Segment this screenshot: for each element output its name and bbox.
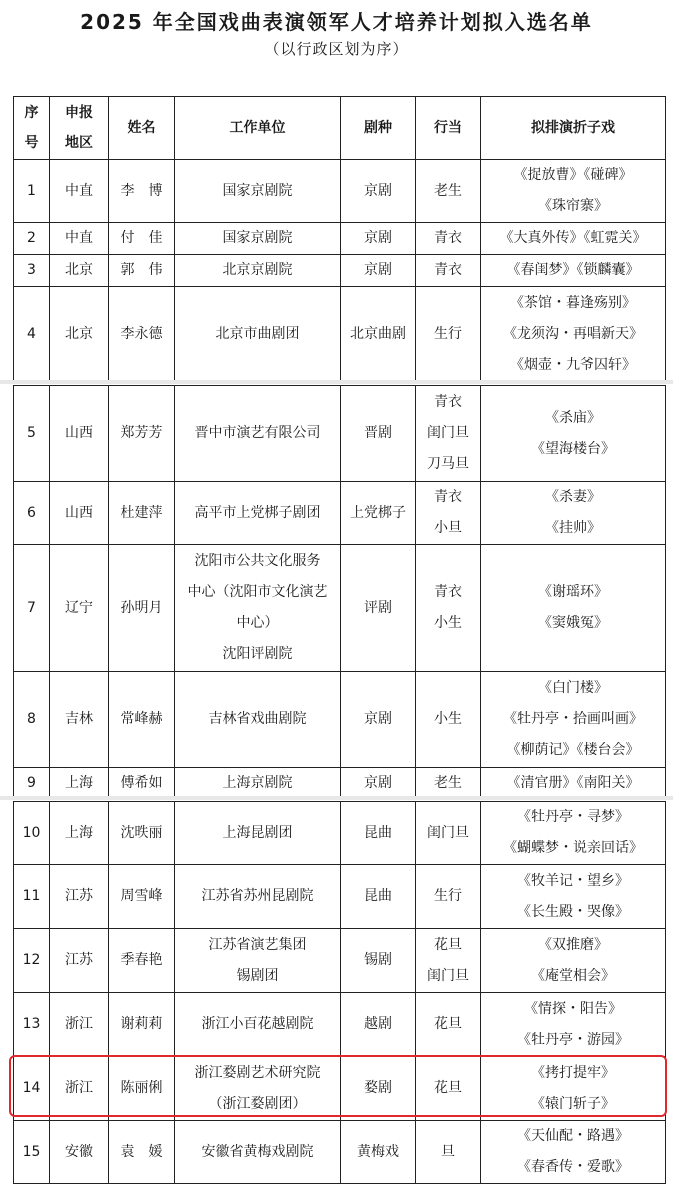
table-row xyxy=(14,1121,666,1184)
cell-unit xyxy=(175,482,341,545)
cell-name: 季春艳 xyxy=(109,929,175,993)
cell-name: 沈昳丽 xyxy=(109,802,175,865)
cell-genre: 越剧 xyxy=(341,993,416,1057)
cell-genre: 北京曲剧 xyxy=(341,287,416,383)
cell-unit xyxy=(175,1057,341,1121)
header-row xyxy=(14,97,666,160)
table-row xyxy=(14,1057,666,1121)
cell-no: 9 xyxy=(14,768,50,800)
cell-region: 吉林 xyxy=(50,672,109,768)
header-no xyxy=(14,97,50,160)
cell-role-line: 青衣 xyxy=(434,584,462,600)
cell-genre: 京剧 xyxy=(341,768,416,800)
cell-role-line: 旦 xyxy=(441,1143,455,1160)
cell-region: 江苏 xyxy=(50,865,109,929)
header-genre: 剧种 xyxy=(341,97,416,160)
cell-role xyxy=(416,1057,481,1121)
table-row xyxy=(14,255,666,287)
cell-plays xyxy=(481,287,666,383)
cell-unit-line: 国家京剧院 xyxy=(222,182,293,199)
cell-no: 10 xyxy=(14,802,50,865)
cell-name: 谢莉莉 xyxy=(109,993,175,1057)
cell-region: 安徽 xyxy=(50,1121,109,1184)
cell-plays-line: 《庵堂相会》 xyxy=(531,967,615,984)
cell-region: 浙江 xyxy=(50,1057,109,1121)
cell-plays-line: 《谢瑶环》 xyxy=(538,584,608,600)
cell-unit xyxy=(175,672,341,768)
header-region-line: 申报 xyxy=(65,105,93,121)
cell-genre: 锡剧 xyxy=(341,929,416,993)
cell-plays-line: 《牡丹亭・寻梦》 xyxy=(517,809,629,825)
cell-plays-line: 《白门楼》 xyxy=(538,680,608,696)
cell-name: 孙明月 xyxy=(109,545,175,672)
cell-unit xyxy=(175,255,341,287)
cell-unit-line: 浙江小百花越剧院 xyxy=(201,1016,314,1032)
header-name: 姓名 xyxy=(109,97,175,160)
cell-plays-line: 《捉放曹》《碰碑》 xyxy=(513,167,633,183)
cell-role-line: 小生 xyxy=(434,615,462,631)
cell-genre: 京剧 xyxy=(341,255,416,287)
cell-role xyxy=(416,929,481,993)
cell-role-line: 闺门旦 xyxy=(427,824,469,841)
cell-plays-line: 《双推磨》 xyxy=(538,936,608,953)
cell-unit-line: 国家京剧院 xyxy=(222,230,293,246)
cell-role xyxy=(416,672,481,768)
cell-unit-line: 江苏省演艺集团 xyxy=(208,936,307,953)
cell-unit xyxy=(175,993,341,1057)
cell-plays xyxy=(481,1121,666,1184)
cell-genre: 京剧 xyxy=(341,223,416,255)
cell-plays-line: 《天仙配・路遇》 xyxy=(517,1128,629,1144)
cell-region: 浙江 xyxy=(50,993,109,1057)
cell-role-line: 闺门旦 xyxy=(427,425,469,441)
cell-name: 付 佳 xyxy=(109,223,175,255)
cell-name: 李 博 xyxy=(109,160,175,223)
cell-plays-line: 《蝴蝶梦・说亲回话》 xyxy=(503,840,643,856)
cell-no: 4 xyxy=(14,287,50,383)
table-row xyxy=(14,768,666,800)
cell-unit-line: 吉林省戏曲剧院 xyxy=(208,711,307,727)
cell-role xyxy=(416,223,481,255)
cell-region: 山西 xyxy=(50,386,109,482)
cell-plays-line: 《清官册》《南阳关》 xyxy=(506,775,640,791)
cell-role xyxy=(416,865,481,929)
cell-genre: 昆曲 xyxy=(341,802,416,865)
cell-role xyxy=(416,386,481,482)
table-section-2 xyxy=(13,385,666,800)
cell-role-line: 小生 xyxy=(434,711,462,727)
cell-plays-line: 《牧羊记・望乡》 xyxy=(517,872,629,889)
cell-no: 12 xyxy=(14,929,50,993)
cell-role-line: 花旦 xyxy=(434,1016,462,1032)
cell-plays-line: 《龙须沟・再唱新天》 xyxy=(503,326,643,342)
cell-unit xyxy=(175,802,341,865)
roster-table xyxy=(13,801,666,1184)
page-gap xyxy=(0,796,673,800)
roster-table xyxy=(13,96,666,383)
cell-unit xyxy=(175,768,341,800)
cell-no: 15 xyxy=(14,1121,50,1184)
cell-role-line: 生行 xyxy=(434,326,462,342)
header-no-line: 号 xyxy=(24,135,39,151)
cell-region: 上海 xyxy=(50,802,109,865)
cell-plays-line: 《珠帘寨》 xyxy=(538,198,608,214)
cell-no: 7 xyxy=(14,545,50,672)
cell-role-line: 闺门旦 xyxy=(427,967,469,984)
cell-name: 郑芳芳 xyxy=(109,386,175,482)
cell-no: 14 xyxy=(14,1057,50,1121)
cell-no: 8 xyxy=(14,672,50,768)
cell-region: 上海 xyxy=(50,768,109,800)
cell-region: 北京 xyxy=(50,287,109,383)
cell-plays-line: 《辕门斩子》 xyxy=(531,1095,615,1112)
cell-genre: 上党梆子 xyxy=(341,482,416,545)
cell-unit xyxy=(175,223,341,255)
cell-plays-line: 《茶馆・暮逢殇别》 xyxy=(510,295,636,311)
cell-no: 13 xyxy=(14,993,50,1057)
table-row xyxy=(14,672,666,768)
table-section-1 xyxy=(13,96,666,383)
cell-role xyxy=(416,768,481,800)
table-row xyxy=(14,802,666,865)
cell-role xyxy=(416,1121,481,1184)
document-subtitle: （以行政区划为序） xyxy=(264,40,409,58)
cell-plays xyxy=(481,672,666,768)
cell-unit xyxy=(175,1121,341,1184)
cell-role xyxy=(416,287,481,383)
table-row xyxy=(14,160,666,223)
cell-name: 杜建萍 xyxy=(109,482,175,545)
table-row xyxy=(14,929,666,993)
cell-role xyxy=(416,482,481,545)
cell-role xyxy=(416,160,481,223)
cell-unit xyxy=(175,545,341,672)
cell-plays xyxy=(481,223,666,255)
cell-plays-line: 《烟壶・九爷囚轩》 xyxy=(510,357,636,373)
table-row xyxy=(14,993,666,1057)
cell-genre: 京剧 xyxy=(341,672,416,768)
cell-plays xyxy=(481,545,666,672)
cell-plays-line: 《拷打提牢》 xyxy=(531,1064,615,1081)
cell-plays xyxy=(481,929,666,993)
cell-no: 3 xyxy=(14,255,50,287)
cell-genre: 昆曲 xyxy=(341,865,416,929)
document-title: 2025 年全国戏曲表演领军人才培养计划拟入选名单 xyxy=(80,10,593,34)
cell-role-line: 生行 xyxy=(434,888,462,904)
cell-plays-line: 《柳荫记》《楼台会》 xyxy=(506,742,640,758)
header-plays: 拟排演折子戏 xyxy=(481,97,666,160)
cell-region: 江苏 xyxy=(50,929,109,993)
cell-name: 郭 伟 xyxy=(109,255,175,287)
cell-plays xyxy=(481,993,666,1057)
header-region-line: 地区 xyxy=(65,135,93,151)
cell-name: 李永德 xyxy=(109,287,175,383)
cell-unit-line: （浙江婺剧团） xyxy=(208,1095,307,1112)
cell-role-line: 小旦 xyxy=(434,520,462,536)
cell-region: 中直 xyxy=(50,223,109,255)
header-role: 行当 xyxy=(416,97,481,160)
cell-role xyxy=(416,255,481,287)
cell-unit-line: 上海昆剧团 xyxy=(222,824,293,841)
cell-role-line: 青衣 xyxy=(434,394,462,410)
cell-name: 袁 媛 xyxy=(109,1121,175,1184)
cell-no: 5 xyxy=(14,386,50,482)
cell-unit-line: 北京市曲剧团 xyxy=(215,326,300,342)
cell-plays-line: 《望海楼台》 xyxy=(531,440,615,457)
cell-genre: 评剧 xyxy=(341,545,416,672)
cell-genre: 京剧 xyxy=(341,160,416,223)
cell-genre: 婺剧 xyxy=(341,1057,416,1121)
cell-plays-line: 《牡丹亭・拾画叫画》 xyxy=(503,711,643,727)
cell-no: 1 xyxy=(14,160,50,223)
cell-name: 陈丽俐 xyxy=(109,1057,175,1121)
cell-role-line: 花旦 xyxy=(434,936,462,953)
header-no-line: 序 xyxy=(24,105,39,121)
cell-unit xyxy=(175,929,341,993)
cell-role xyxy=(416,545,481,672)
table-row xyxy=(14,482,666,545)
cell-region: 辽宁 xyxy=(50,545,109,672)
cell-no: 6 xyxy=(14,482,50,545)
cell-plays xyxy=(481,386,666,482)
cell-plays-line: 《杀庙》 xyxy=(545,409,601,426)
cell-plays-line: 《情探・阳告》 xyxy=(524,1000,622,1017)
cell-plays-line: 《牡丹亭・游园》 xyxy=(517,1031,629,1048)
cell-role-line: 青衣 xyxy=(434,489,462,505)
cell-unit-line: 安徽省黄梅戏剧院 xyxy=(201,1143,314,1160)
cell-plays-line: 《大真外传》《虹霓关》 xyxy=(499,230,647,246)
cell-name: 常峰赫 xyxy=(109,672,175,768)
cell-unit-line: 上海京剧院 xyxy=(222,775,293,791)
cell-plays-line: 《长生殿・哭像》 xyxy=(517,903,629,920)
table-row xyxy=(14,545,666,672)
cell-plays xyxy=(481,1057,666,1121)
cell-region: 山西 xyxy=(50,482,109,545)
cell-unit-line: 沈阳评剧院 xyxy=(222,646,293,662)
cell-unit-line: 中心） xyxy=(236,615,279,631)
cell-unit-line: 高平市上党梆子剧团 xyxy=(194,504,321,521)
cell-plays xyxy=(481,482,666,545)
cell-unit xyxy=(175,287,341,383)
cell-unit-line: 中心（沈阳市文化演艺 xyxy=(187,584,328,600)
cell-role xyxy=(416,802,481,865)
cell-role-line: 花旦 xyxy=(434,1080,462,1096)
cell-unit-line: 晋中市演艺有限公司 xyxy=(194,425,321,441)
cell-region: 北京 xyxy=(50,255,109,287)
cell-role-line: 青衣 xyxy=(434,262,462,278)
cell-plays xyxy=(481,160,666,223)
table-section-3 xyxy=(13,801,666,1184)
cell-unit xyxy=(175,160,341,223)
cell-name: 傅希如 xyxy=(109,768,175,800)
header-region xyxy=(50,97,109,160)
cell-plays xyxy=(481,255,666,287)
cell-role xyxy=(416,993,481,1057)
cell-name: 周雪峰 xyxy=(109,865,175,929)
page-gap xyxy=(0,380,673,384)
cell-no: 2 xyxy=(14,223,50,255)
table-row xyxy=(14,223,666,255)
cell-role-line: 刀马旦 xyxy=(427,456,469,472)
cell-plays-line: 《春闺梦》《锁麟囊》 xyxy=(506,262,640,278)
cell-plays xyxy=(481,802,666,865)
cell-plays-line: 《春香传・爱歌》 xyxy=(517,1159,629,1175)
cell-role-line: 老生 xyxy=(434,182,462,199)
cell-unit-line: 江苏省苏州昆剧院 xyxy=(201,888,314,904)
cell-plays-line: 《杀妻》 xyxy=(545,489,601,505)
table-row xyxy=(14,865,666,929)
cell-unit-line: 锡剧团 xyxy=(236,967,279,984)
cell-region: 中直 xyxy=(50,160,109,223)
roster-table xyxy=(13,385,666,800)
table-row xyxy=(14,386,666,482)
cell-unit-line: 沈阳市公共文化服务 xyxy=(194,553,321,569)
cell-unit xyxy=(175,865,341,929)
cell-unit-line: 北京京剧院 xyxy=(222,262,293,278)
cell-plays xyxy=(481,768,666,800)
cell-genre: 黄梅戏 xyxy=(341,1121,416,1184)
table-row xyxy=(14,287,666,383)
cell-plays xyxy=(481,865,666,929)
cell-unit xyxy=(175,386,341,482)
cell-plays-line: 《挂帅》 xyxy=(545,520,601,536)
cell-genre: 晋剧 xyxy=(341,386,416,482)
cell-unit-line: 浙江婺剧艺术研究院 xyxy=(194,1064,321,1081)
cell-role-line: 老生 xyxy=(434,775,462,791)
header-unit: 工作单位 xyxy=(175,97,341,160)
cell-role-line: 青衣 xyxy=(434,230,462,246)
cell-plays-line: 《窦娥冤》 xyxy=(538,615,608,631)
cell-no: 11 xyxy=(14,865,50,929)
